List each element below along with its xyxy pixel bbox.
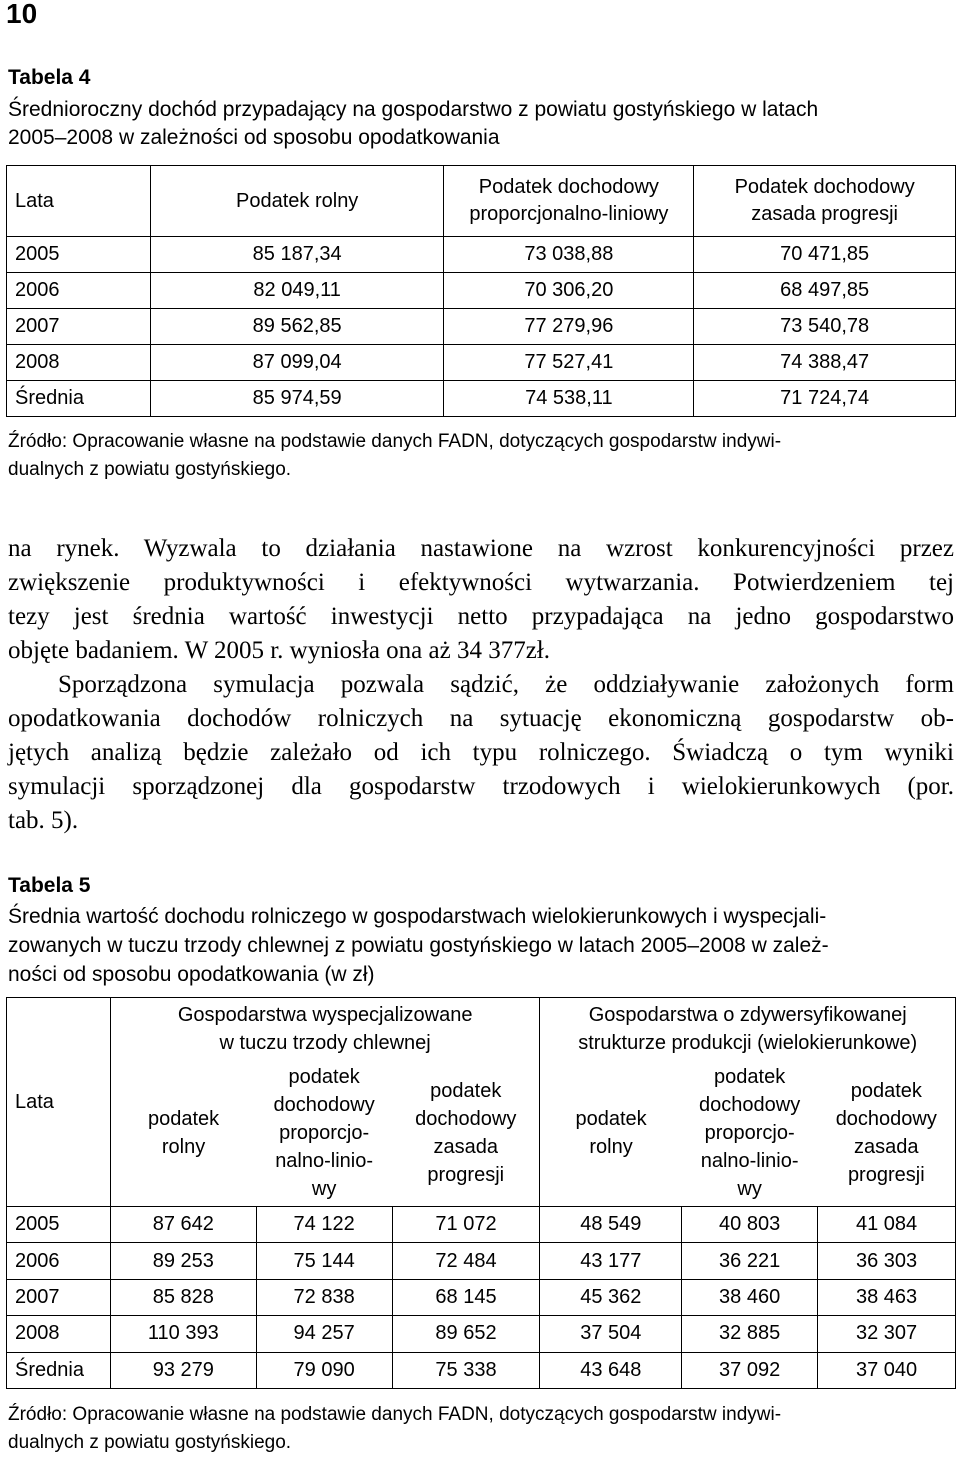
table4-cell: 77 527,41 [444, 345, 694, 381]
header-line: nalno-linio- [700, 1150, 799, 1172]
header-line: podatek [288, 1066, 360, 1088]
table4-header-row [7, 166, 956, 237]
table4-source-line1: Źródło: Opracowanie własne na podstawie danych FADN, dotyczących gospodarstw indywi- [8, 431, 782, 452]
header-line: rolny [589, 1136, 633, 1158]
table5-cell: 38 463 [818, 1279, 956, 1315]
table4-label: Tabela 4 [8, 66, 91, 89]
header-line: dochodowy [415, 1108, 517, 1130]
body-line: Sporządzona symulacja pozwala sądzić, że oddziaływanie założonych form [58, 671, 954, 698]
table5-cell: 85 828 [110, 1279, 256, 1315]
table4-cell-year: 2005 [7, 237, 151, 273]
table5-header-group-diversified [540, 998, 956, 1061]
header-line: podatek [714, 1066, 786, 1088]
table5-cell: 41 084 [818, 1207, 956, 1243]
table5-cell: 93 279 [110, 1352, 256, 1388]
table5-header-year: Lata [7, 998, 111, 1207]
header-line: podatek [575, 1108, 647, 1130]
table5-caption-line1: Średnia wartość dochodu rolniczego w gospodarstwach wielokierunkowych i wyspecjali- [8, 905, 827, 928]
header-line: progresji [427, 1164, 505, 1186]
table5-header-progresja-2 [818, 1060, 956, 1207]
table5-cell: 37 504 [540, 1316, 682, 1352]
table5-cell: 75 144 [256, 1243, 392, 1279]
table4-cell-year: 2006 [7, 273, 151, 309]
table5-cell: 79 090 [256, 1352, 392, 1388]
table-row [7, 237, 956, 273]
table4-cell: 82 049,11 [150, 273, 444, 309]
header-line: wy [737, 1178, 762, 1200]
table5-cell: 43 177 [540, 1243, 682, 1279]
table5-cell-year: Średnia [7, 1352, 111, 1388]
table5-cell-year: 2006 [7, 1243, 111, 1279]
table5-header-group-diversified-line2: strukturze produkcji (wielokierunkowe) [578, 1032, 918, 1054]
body-line: tab. 5). [8, 807, 79, 834]
table5-cell: 48 549 [540, 1207, 682, 1243]
table5-cell: 110 393 [110, 1316, 256, 1352]
table5-source-line1: Źródło: Opracowanie własne na podstawie danych FADN, dotyczących gospodarstw indywi- [8, 1404, 782, 1425]
table4-cell: 70 306,20 [444, 273, 694, 309]
header-line: dochodowy [699, 1094, 801, 1116]
body-line: na rynek. Wyzwala to działania nastawione na wzrost konkurencyjności przez [8, 535, 954, 562]
table5-cell: 40 803 [682, 1207, 818, 1243]
body-line: symulacji sporządzonej dla gospodarstw trzodowych i wielokierunkowych (por. [8, 773, 954, 800]
table5-source [8, 1401, 954, 1457]
table5-cell: 32 885 [682, 1316, 818, 1352]
table4-cell: 85 974,59 [150, 381, 444, 417]
header-line: nalno-linio- [275, 1150, 374, 1172]
header-line: wy [311, 1178, 337, 1200]
body-line: objęte badaniem. W 2005 r. wyniosła ona aż 34 377zł. [8, 637, 551, 664]
table5-header-row-columns [7, 1060, 956, 1207]
header-line: podatek [850, 1080, 922, 1102]
header-line: proporcjo- [279, 1122, 370, 1144]
table4-caption [8, 96, 954, 152]
table-row [7, 345, 956, 381]
header-line: dochodowy [273, 1094, 375, 1116]
table4-header-rolny: Podatek rolny [150, 166, 444, 237]
table4-header-proporcjonalny-line1: Podatek dochodowy [478, 176, 659, 198]
header-line: progresji [847, 1164, 925, 1186]
table5-header-group-specialized-line2: w tuczu trzody chlewnej [219, 1032, 431, 1054]
table4-cell: 71 724,74 [694, 381, 956, 417]
table-row [7, 1316, 956, 1352]
table4-caption-line2: 2005–2008 w zależności od sposobu opodatkowania [8, 126, 500, 149]
table5-cell: 74 122 [256, 1207, 392, 1243]
table4-header-progresja-line1: Podatek dochodowy [734, 176, 915, 198]
table4-cell: 73 540,78 [694, 309, 956, 345]
table5-cell: 37 092 [682, 1352, 818, 1388]
table5-header-proporcjonalny-2 [682, 1060, 818, 1207]
header-line: rolny [161, 1136, 206, 1158]
table5-cell-year: 2008 [7, 1316, 111, 1352]
table5-cell: 72 484 [392, 1243, 540, 1279]
table4-source-line2: dualnych z powiatu gostyńskiego. [8, 459, 292, 480]
header-line: zasada [854, 1136, 919, 1158]
body-line: tezy jest średnia wartość inwestycji netto przypadająca na jedno gospodarstwo [8, 603, 954, 630]
table5-header-group-specialized [110, 998, 540, 1061]
body-line: jętych analizą będzie zależało od ich typu rolniczego. Świadczą o tym wyniki [8, 739, 954, 766]
table5-header-group-specialized-line1: Gospodarstwa wyspecjalizowane [177, 1004, 473, 1026]
table-row-average [7, 381, 956, 417]
table5-header-group-diversified-line1: Gospodarstwa o zdywersyfikowanej [588, 1004, 907, 1026]
table5-header-rolny-2 [540, 1060, 682, 1207]
table4 [6, 165, 956, 417]
page-number: 10 [6, 0, 38, 29]
table5-cell-year: 2005 [7, 1207, 111, 1243]
table5-cell-year: 2007 [7, 1279, 111, 1315]
table5-caption-line2: zowanych w tuczu trzody chlewnej z powiatu gostyńskiego w latach 2005–2008 w zależ- [8, 934, 829, 957]
table4-source [8, 428, 954, 484]
table5-caption [8, 902, 954, 989]
table4-header-progresja [694, 166, 956, 237]
table4-cell: 89 562,85 [150, 309, 444, 345]
table5 [6, 997, 956, 1389]
table5-cell: 38 460 [682, 1279, 818, 1315]
table-row-average [7, 1352, 956, 1388]
table5-cell: 89 253 [110, 1243, 256, 1279]
table-row [7, 1279, 956, 1315]
table5-cell: 45 362 [540, 1279, 682, 1315]
table5-cell: 87 642 [110, 1207, 256, 1243]
header-line: proporcjo- [704, 1122, 795, 1144]
table4-cell-year: 2008 [7, 345, 151, 381]
table5-header-progresja-1 [392, 1060, 540, 1207]
table5-cell: 89 652 [392, 1316, 540, 1352]
table4-caption-line1: Średnioroczny dochód przypadający na gospodarstwo z powiatu gostyńskiego w latach [8, 98, 819, 121]
table5-cell: 32 307 [818, 1316, 956, 1352]
table5-source-line2: dualnych z powiatu gostyńskiego. [8, 1432, 292, 1453]
table5-header-row-groups [7, 998, 956, 1061]
body-paragraph-2 [8, 668, 954, 838]
table5-cell: 75 338 [392, 1352, 540, 1388]
table4-cell: 70 471,85 [694, 237, 956, 273]
header-line: zasada [433, 1136, 498, 1158]
table-row [7, 1243, 956, 1279]
table4-cell: 74 388,47 [694, 345, 956, 381]
table4-cell-year: 2007 [7, 309, 151, 345]
table5-label: Tabela 5 [8, 874, 91, 897]
header-line: dochodowy [835, 1108, 937, 1130]
table5-header-proporcjonalny-1 [256, 1060, 392, 1207]
table5-cell: 68 145 [392, 1279, 540, 1315]
header-line: podatek [430, 1080, 502, 1102]
table5-header-rolny-1 [110, 1060, 256, 1207]
header-line: podatek [147, 1108, 220, 1130]
table5-cell: 72 838 [256, 1279, 392, 1315]
table5-cell: 37 040 [818, 1352, 956, 1388]
table5-caption-line3: ności od sposobu opodatkowania (w zł) [8, 963, 375, 986]
table5-cell: 94 257 [256, 1316, 392, 1352]
table4-cell: 73 038,88 [444, 237, 694, 273]
table4-header-year: Lata [7, 166, 151, 237]
body-text [8, 532, 954, 838]
table4-cell-year: Średnia [7, 381, 151, 417]
table4-cell: 87 099,04 [150, 345, 444, 381]
body-paragraph-1 [8, 532, 954, 668]
table5-cell: 36 221 [682, 1243, 818, 1279]
table5-cell: 71 072 [392, 1207, 540, 1243]
table-row [7, 1207, 956, 1243]
table4-header-proporcjonalny [444, 166, 694, 237]
body-line: zwiększenie produktywności i efektywności wytwarzania. Potwierdzeniem tej [8, 569, 954, 596]
table4-cell: 77 279,96 [444, 309, 694, 345]
table4-header-proporcjonalny-line2: proporcjonalno-liniowy [469, 203, 669, 225]
table4-cell: 68 497,85 [694, 273, 956, 309]
table-row [7, 273, 956, 309]
table4-cell: 74 538,11 [444, 381, 694, 417]
table4-cell: 85 187,34 [150, 237, 444, 273]
table5-cell: 36 303 [818, 1243, 956, 1279]
table-row [7, 309, 956, 345]
body-line: opodatkowania dochodów rolniczych na sytuację ekonomiczną gospodarstw ob- [8, 705, 954, 732]
table5-cell: 43 648 [540, 1352, 682, 1388]
table4-header-progresja-line2: zasada progresji [751, 203, 898, 225]
